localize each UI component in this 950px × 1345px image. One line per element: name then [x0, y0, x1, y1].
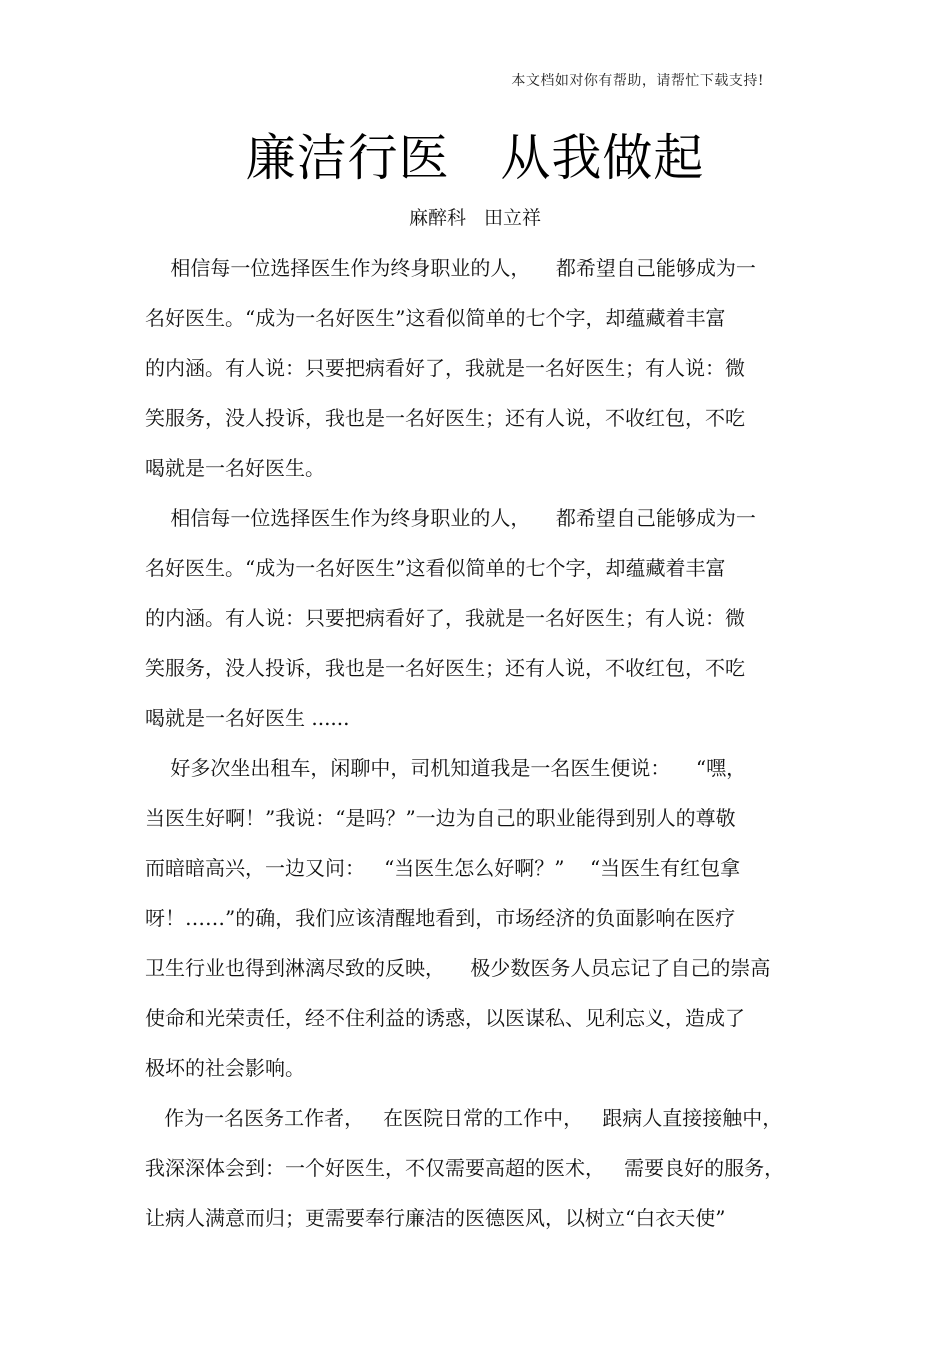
document-title: 廉洁行医 从我做起	[245, 129, 705, 187]
text-line: 当医生好啊！”我说：“是吗？”一边为自己的职业能得到别人的尊敬	[145, 806, 736, 830]
text-line: 而暗暗高兴，一边又问： “当医生怎么好啊？” “当医生有红包拿	[145, 856, 741, 880]
text-line: 我深深体会到：一个好医生，不仅需要高超的医术， 需要良好的服务，	[145, 1156, 785, 1180]
text-line: 呀！……”的确，我们应该清醒地看到，市场经济的负面影响在医疗	[145, 906, 736, 930]
text-line: 使命和光荣责任，经不住利益的诱惑，以医谋私、见利忘义，造成了	[145, 1006, 745, 1030]
text-line: 喝就是一名好医生。	[145, 456, 325, 480]
header-note: 本文档如对你有帮助，请帮忙下载支持!	[511, 73, 764, 89]
text-line: 的内涵。有人说：只要把病看好了，我就是一名好医生；有人说：微	[145, 606, 745, 630]
author-line: 麻醉科 田立祥	[408, 207, 542, 229]
text-line: 笑服务，没人投诉，我也是一名好医生；还有人说，不收红包，不吃	[145, 406, 745, 430]
text-line: 笑服务，没人投诉，我也是一名好医生；还有人说，不收红包，不吃	[145, 656, 745, 680]
text-line: 喝就是一名好医生 ......	[145, 706, 350, 730]
text-line: 卫生行业也得到淋漓尽致的反映， 极少数医务人员忘记了自己的崇高	[145, 956, 771, 980]
body-text	[145, 243, 805, 1243]
text-line: 极坏的社会影响。	[145, 1056, 305, 1080]
text-line: 相信每一位选择医生作为终身职业的人， 都希望自己能够成为一	[145, 506, 756, 530]
text-line: 名好医生。“成为一名好医生”这看似简单的七个字，却蕴藏着丰富	[145, 556, 726, 580]
text-line: 的内涵。有人说：只要把病看好了，我就是一名好医生；有人说：微	[145, 356, 745, 380]
text-line: 好多次坐出租车，闲聊中，司机知道我是一名医生便说： “嘿，	[145, 756, 747, 780]
text-line: 作为一名医务工作者， 在医院日常的工作中， 跟病人直接接触中，	[145, 1106, 783, 1130]
text-line: 让病人满意而归；更需要奉行廉洁的医德医风，以树立“白衣天使”	[145, 1206, 726, 1230]
text-line: 相信每一位选择医生作为终身职业的人， 都希望自己能够成为一	[145, 256, 756, 280]
text-line: 名好医生。“成为一名好医生”这看似简单的七个字，却蕴藏着丰富	[145, 306, 726, 330]
